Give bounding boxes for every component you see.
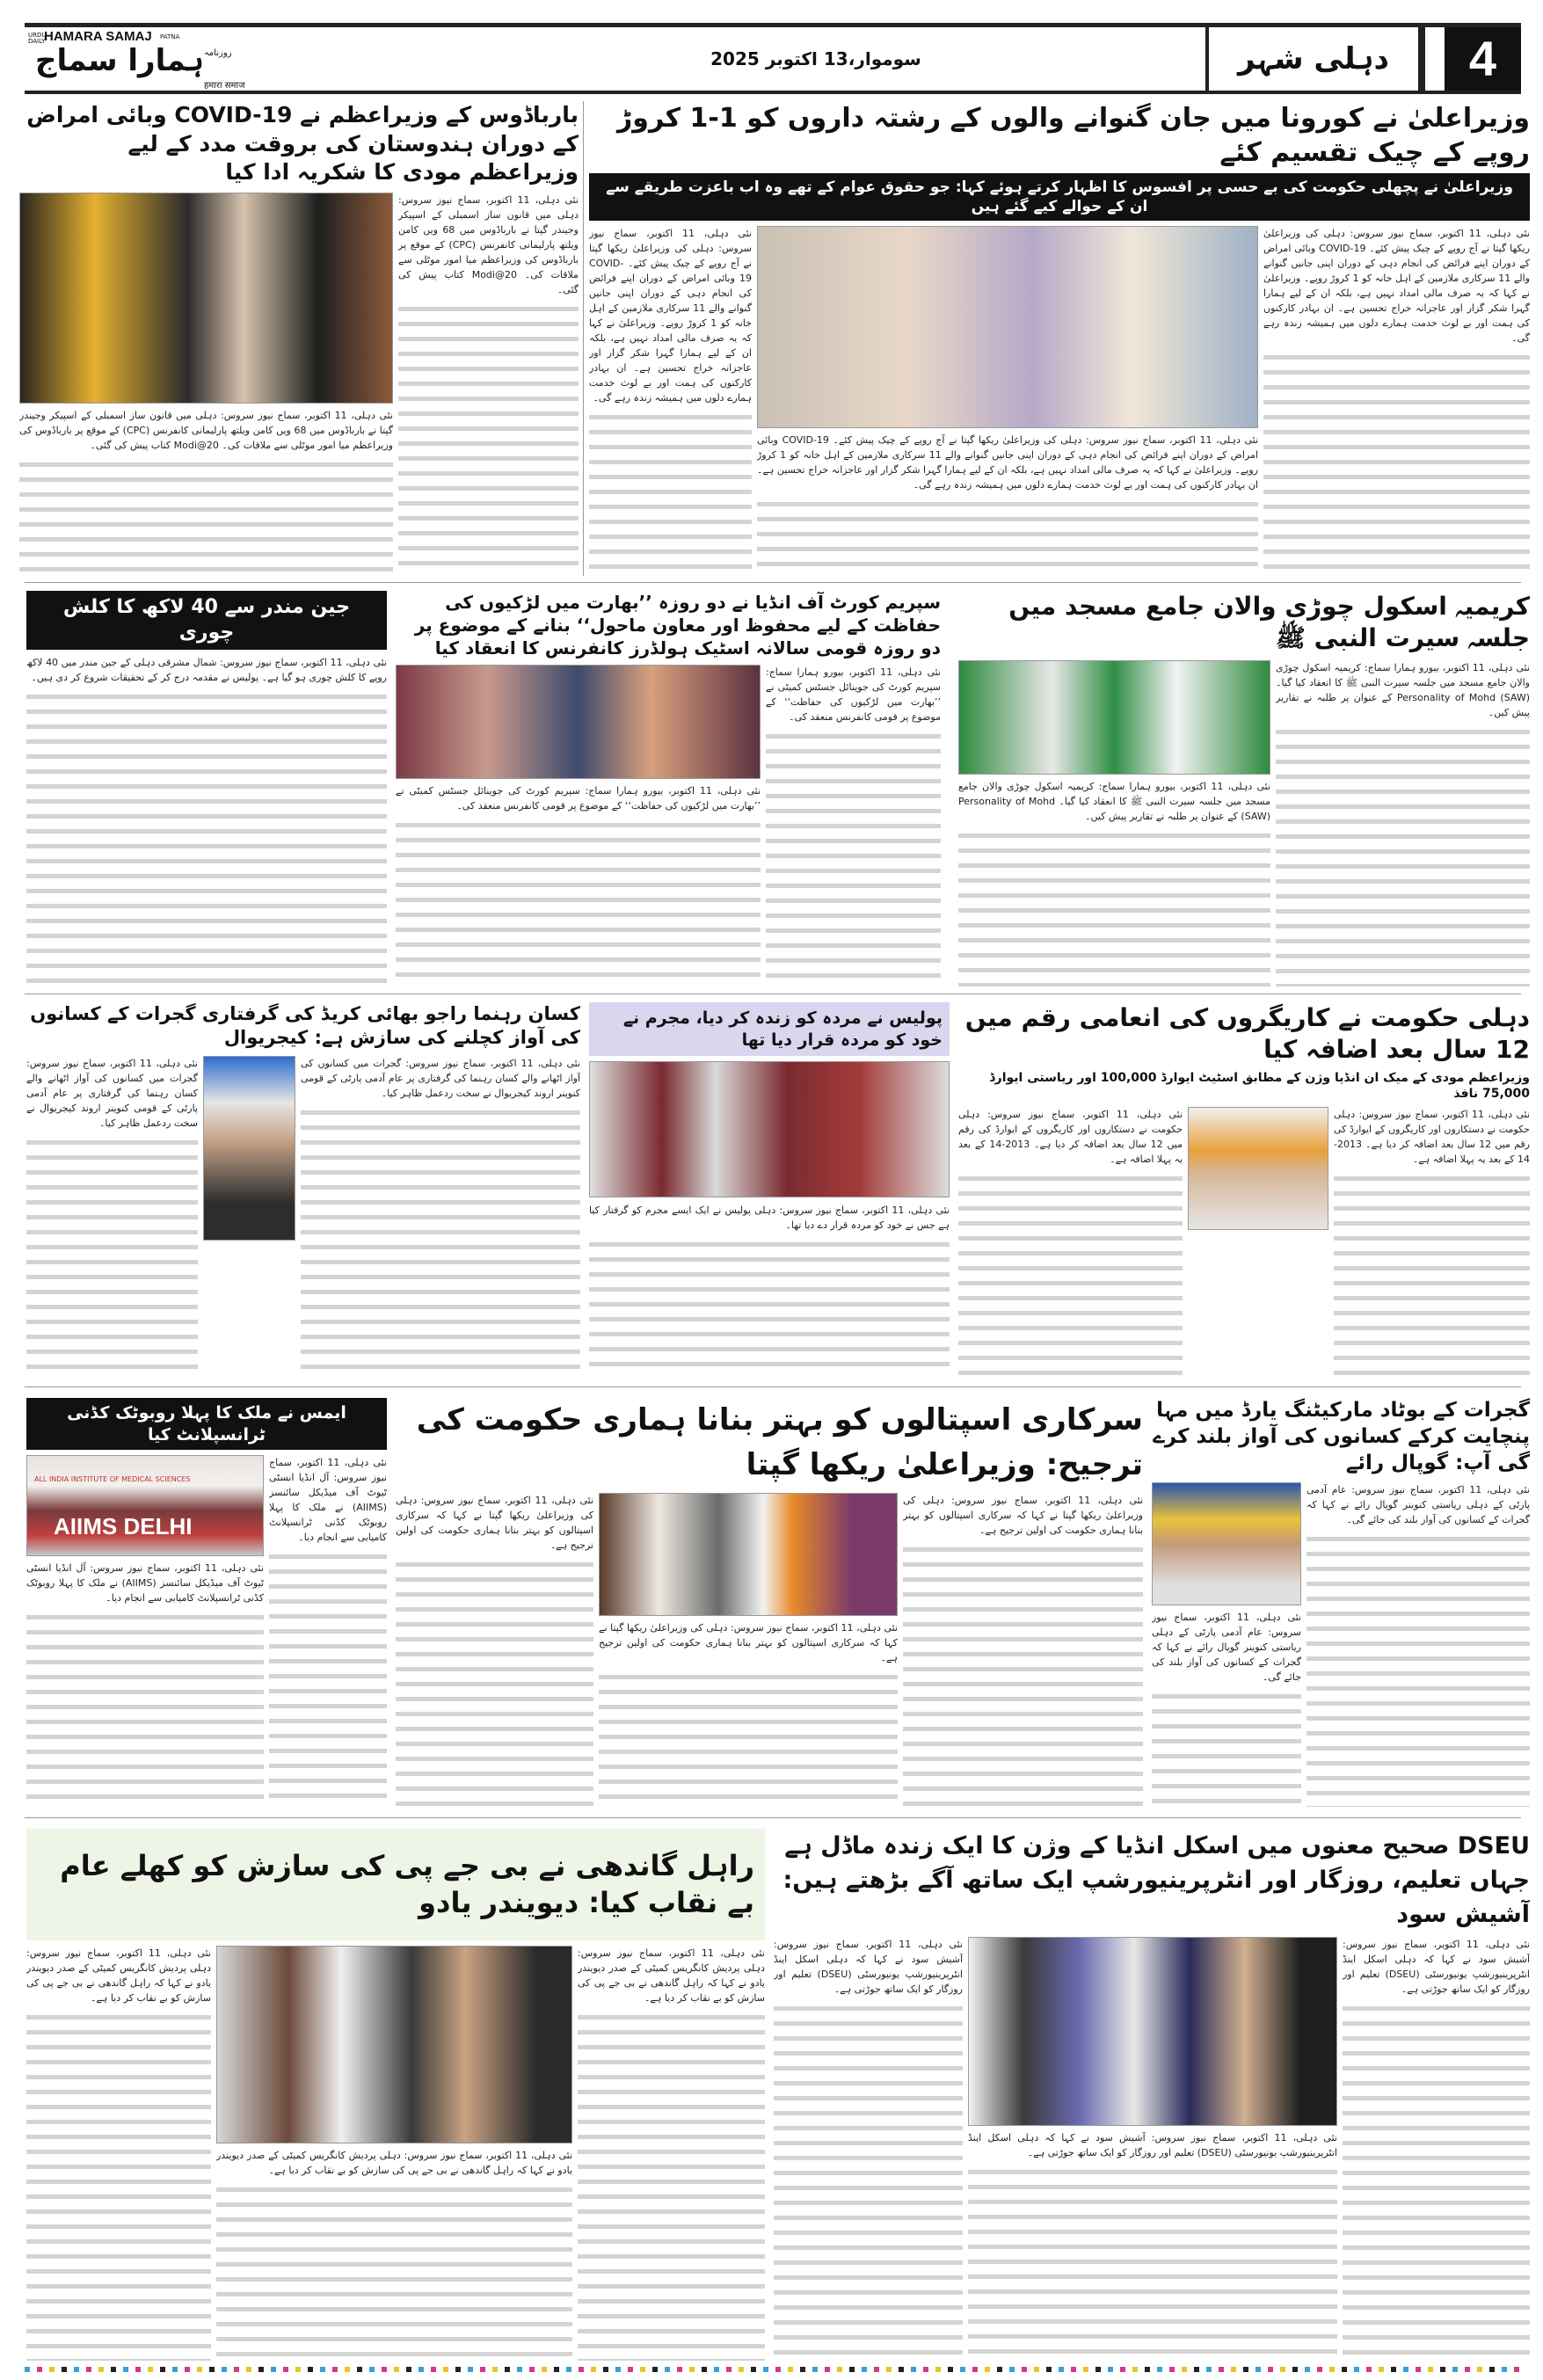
headline: بارباڈوس کے وزیراعظم نے COVID-19 وبائی امراض کے دوران ہندوستان کی بروقت مدد کے لیے وزیراعظم مودی کا شکریہ ادا کیا <box>26 102 579 185</box>
subheadline: وزیراعلیٰ نے پچھلی حکومت کی بے حسی پر افسوس کا اظہار کرتے ہوئے کہا: جو حقوق عوام کے تھے وہ اب باعزت طریقے سے ان کے حوالے کیے گئے ہیں <box>589 173 1530 221</box>
article-body: نئی دہلی، 11 اکتوبر، سماج نیوز سروس: آشیش سود نے کہا کہ دہلی اسکل اینڈ انٹرپرینیورشپ یونیورسٹی (DSEU) تعلیم اور روزگار کو ایک ساتھ جوڑتی ہے۔ <box>774 1937 963 2361</box>
article-body: نئی دہلی، 11 اکتوبر، بیورو ہمارا سماج: کریمیہ اسکول چوڑی والان جامع مسجد میں جلسہ سیرت النبی ﷺ کا انعقاد کیا گیا۔ Personality of Mohd (SAW) کے عنوان پر طلبہ نے تقاریر پیش کیں۔ <box>958 779 1270 986</box>
issue-date: سوموار،13 اکتوبر 2025 <box>710 48 921 69</box>
article-body: نئی دہلی، 11 اکتوبر، سماج نیوز سروس: دہلی میں قانون ساز اسمبلی کے اسپیکر وجیندر گپتا نے بارباڈوس میں 68 ویں کامن ویلتھ پارلیمانی کانفرنس (CPC) کے موقع پر بارباڈوس کی وزیراعظم میا امور موٹلی سے ملاقات کی۔ Modi@20 کتاب پیش کی گئی۔ <box>398 193 579 577</box>
headline: DSEU صحیح معنوں میں اسکل انڈیا کے وژن کا ایک زندہ ماڈل ہے جہاں تعلیم، روزگار اور انٹرپرینیورشپ ایک ساتھ آگے بڑھتے ہیں: آشیش سود <box>782 1832 1530 1929</box>
headline: پولیس نے مردہ کو زندہ کر دیا، مجرم نے خود کو مردہ قرار دیا تھا <box>589 1002 950 1056</box>
subheadline: وزیراعظم مودی کے میک ان انڈیا وژن کے مطابق اسٹیٹ ایوارڈ 100,000 اور ریاستی ایوارڈ 75,000 نافذ <box>989 1070 1530 1101</box>
article-dseu <box>774 1829 1530 2361</box>
logo <box>28 29 274 92</box>
photo-dseu-mou <box>968 1937 1337 2126</box>
article-jain-temple <box>26 591 387 986</box>
article-body: نئی دہلی، 11 اکتوبر، سماج نیوز سروس: آشیش سود نے کہا کہ دہلی اسکل اینڈ انٹرپرینیورشپ یونیورسٹی (DSEU) تعلیم اور روزگار کو ایک ساتھ جوڑتی ہے۔ <box>968 2130 1337 2361</box>
article-body: نئی دہلی، 11 اکتوبر، بیورو ہمارا سماج: کریمیہ اسکول چوڑی والان جامع مسجد میں جلسہ سیرت النبی ﷺ کا انعقاد کیا گیا۔ Personality of Mohd (SAW) کے عنوان پر طلبہ نے تقاریر پیش کیں۔ <box>1276 660 1530 986</box>
article-body: نئی دہلی، 11 اکتوبر، سماج نیوز سروس: عام آدمی پارٹی کے دہلی ریاستی کنوینر گوپال رائے نے کہا کہ گجرات کے کسانوں کی آواز بلند کی جائے گی۔ <box>1152 1610 1301 1807</box>
article-body: نئی دہلی، 11 اکتوبر، سماج نیوز سروس: عام آدمی پارٹی کے دہلی ریاستی کنوینر گوپال رائے نے کہا کہ گجرات کے کسانوں کی آواز بلند کی جائے گی۔ <box>1306 1482 1530 1807</box>
headline: گجرات کے بوٹاد مارکیٹنگ یارڈ میں مہا پنچایت کرکے کسانوں کی آواز بلند کرے گی آپ: گوپال رائے <box>1153 1399 1530 1474</box>
headline: سپریم کورٹ آف انڈیا نے دو روزہ ’’بھارت میں لڑکیوں کی حفاظت کے لیے محفوظ اور معاون ماحول‘‘ بنانے کے موضوع پر دو روزہ قومی سالانہ اسٹیک ہولڈرز کانفرنس کا انعقاد کیا <box>414 592 941 659</box>
photo-rahul-gandhi-event <box>216 1946 572 2143</box>
article-body: نئی دہلی، 11 اکتوبر، سماج نیوز سروس: آل انڈیا انسٹی ٹیوٹ آف میڈیکل سائنسز (AIIMS) نے ملک کا پہلا روبوٹک کڈنی ٹرانسپلانٹ کامیابی سے انجام دیا۔ <box>26 1561 264 1807</box>
article-body: نئی دہلی، 11 اکتوبر، سماج نیوز سروس: دہلی کی وزیراعلیٰ ریکھا گپتا نے کہا کہ سرکاری اسپتالوں کو بہتر بنانا ہماری حکومت کی اولین ترجیح ہے۔ <box>396 1493 593 1807</box>
photo-minister <box>1188 1107 1328 1230</box>
headline: سرکاری اسپتالوں کو بہتر بنانا ہماری حکومت کی ترجیح: وزیراعلیٰ ریکھا گپتا <box>416 1402 1143 1482</box>
article-body: نئی دہلی، 11 اکتوبر، سماج نیوز سروس: دہلی پولیس نے ایک ایسے مجرم کو گرفتار کیا ہے جس نے خود کو مردہ قرار دے دیا تھا۔ <box>589 1203 950 1376</box>
photo-gopal-rai <box>1152 1482 1301 1605</box>
article-aiims <box>26 1398 387 1807</box>
article-body: نئی دہلی، 11 اکتوبر، سماج نیوز سروس: دہلی حکومت نے دستکاروں اور کاریگروں کے ایوارڈ کی رقم میں 12 سال بعد اضافہ کر دیا ہے۔ 2013-14 کے بعد یہ پہلا اضافہ ہے۔ <box>1334 1107 1530 1376</box>
headline: راہل گاندھی نے بی جے پی کی سازش کو کھلے عام بے نقاب کیا: دیویندر یادو <box>26 1829 765 1940</box>
article-body: نئی دہلی، 11 اکتوبر، سماج نیوز سروس: دہلی کی وزیراعلیٰ ریکھا گپتا نے کہا کہ سرکاری اسپتالوں کو بہتر بنانا ہماری حکومت کی اولین ترجیح ہے۔ <box>903 1493 1143 1807</box>
article-body: نئی دہلی، 11 اکتوبر، بیورو ہمارا سماج: سپریم کورٹ کی جوینائل جسٹس کمیٹی نے ’’بھارت میں لڑکیوں کی حفاظت‘‘ کے موضوع پر قومی کانفرنس منعقد کی۔ <box>766 665 941 986</box>
article-body: نئی دہلی، 11 اکتوبر، سماج نیوز سروس: گجرات میں کسانوں کی آواز اٹھانے والے کسان رہنما کی گرفتاری پر عام آدمی پارٹی کے قومی کنوینر اروند کیجریوال نے سخت ردعمل ظاہر کیا۔ <box>26 1056 198 1376</box>
article-body: نئی دہلی، 11 اکتوبر، سماج نیوز سروس: دہلی کی وزیراعلیٰ ریکھا گپتا نے آج روپے کے چیک پیش کئے۔ COVID-19 وبائی امراض کے دوران اپنے فرائض کی انجام دہی کے دوران اپنی جانیں گنوانے والے 11 سرکاری ملازمین کے اہل خانہ کو 1 کروڑ روپے۔ وزیراعلیٰ نے کہا کہ یہ صرف مالی امداد نہیں ہے، بلکہ ان کے لیے ہمارا گہرا شکر گزار اور عاجزانہ خراج تحسین ہے۔ ان بہادر کارکنوں کی ہمت اور بے لوث خدمت ہمارے دلوں میں ہمیشہ زندہ رہے گی۔ <box>757 433 1258 576</box>
article-body: نئی دہلی، 11 اکتوبر، سماج نیوز سروس: دہلی پردیش کانگریس کمیٹی کے صدر دیویندر یادو نے کہا کہ راہل گاندھی نے بی جے پی کی سازش کو بے نقاب کر دیا ہے۔ <box>216 2148 572 2361</box>
photo-conference <box>396 665 761 779</box>
article-body: نئی دہلی، 11 اکتوبر، سماج نیوز سروس: دہلی کی وزیراعلیٰ ریکھا گپتا نے کہا کہ سرکاری اسپتالوں کو بہتر بنانا ہماری حکومت کی اولین ترجیح ہے۔ <box>599 1620 898 1807</box>
logo-hindi: हमारा समाज <box>204 81 245 91</box>
article-police <box>589 1002 950 1376</box>
headline: ایمس نے ملک کا پہلا روبوٹک کڈنی ٹرانسپلانٹ کیا <box>26 1398 387 1450</box>
article-body: نئی دہلی، 11 اکتوبر، بیورو ہمارا سماج: سپریم کورٹ کی جوینائل جسٹس کمیٹی نے ’’بھارت میں لڑکیوں کی حفاظت‘‘ کے موضوع پر قومی کانفرنس منعقد کی۔ <box>396 783 761 986</box>
article-gopal-rai <box>1152 1398 1530 1807</box>
headline: کسان رہنما راجو بھائی کریڈ کی گرفتاری گجرات کے کسانوں کی آواز کچلنے کی سازش ہے: کیجریوال <box>30 1003 580 1049</box>
photo-caption: AIIMS DELHI <box>54 1513 193 1540</box>
article-kejriwal <box>26 1002 580 1376</box>
color-registration-strip <box>25 2367 1521 2372</box>
logo-urdu-small: روزنامہ <box>204 48 232 58</box>
logo-urdu: ہمارا سماج <box>35 43 205 78</box>
photo-aiims-building <box>26 1455 264 1556</box>
article-body: نئی دہلی، 11 اکتوبر، سماج نیوز سروس: شمال مشرقی دہلی کے جین مندر میں 40 لاکھ روپے کا کلش چوری ہو گیا ہے۔ پولیس نے مقدمہ درج کر کے تحقیقات شروع کر دی ہیں۔ <box>26 655 387 986</box>
article-body: نئی دہلی، 11 اکتوبر، سماج نیوز سروس: دہلی پردیش کانگریس کمیٹی کے صدر دیویندر یادو نے کہا کہ راہل گاندھی نے بی جے پی کی سازش کو بے نقاب کر دیا ہے۔ <box>26 1946 211 2361</box>
masthead <box>25 27 1521 94</box>
article-body: نئی دہلی، 11 اکتوبر، سماج نیوز سروس: دہلی پردیش کانگریس کمیٹی کے صدر دیویندر یادو نے کہا کہ راہل گاندھی نے بی جے پی کی سازش کو بے نقاب کر دیا ہے۔ <box>578 1946 765 2361</box>
article-body: نئی دہلی، 11 اکتوبر، سماج نیوز سروس: آل انڈیا انسٹی ٹیوٹ آف میڈیکل سائنسز (AIIMS) نے ملک کا پہلا روبوٹک کڈنی ٹرانسپلانٹ کامیابی سے انجام دیا۔ <box>269 1455 387 1807</box>
article-karimia-school <box>958 591 1530 986</box>
article-supreme-court <box>396 591 941 986</box>
photo-police-arrest <box>589 1061 950 1197</box>
photo-kejriwal <box>203 1056 295 1241</box>
article-body: نئی دہلی، 11 اکتوبر، سماج نیوز سروس: گجرات میں کسانوں کی آواز اٹھانے والے کسان رہنما کی گرفتاری پر عام آدمی پارٹی کے قومی کنوینر اروند کیجریوال نے سخت ردعمل ظاہر کیا۔ <box>301 1056 580 1376</box>
article-body: نئی دہلی، 11 اکتوبر، سماج نیوز سروس: دہلی کی وزیراعلیٰ ریکھا گپتا نے آج روپے کے چیک پیش کئے۔ COVID-19 وبائی امراض کے دوران اپنے فرائض کی انجام دہی کے دوران اپنی جانیں گنوانے والے 11 سرکاری ملازمین کے اہل خانہ کو 1 کروڑ روپے۔ وزیراعلیٰ نے کہا کہ یہ صرف مالی امداد نہیں ہے، بلکہ ان کے لیے ہمارا گہرا شکر گزار اور عاجزانہ خراج تحسین ہے۔ ان بہادر کارکنوں کی ہمت اور بے لوث خدمت ہمارے دلوں میں ہمیشہ زندہ رہے گی۔ <box>1263 226 1530 576</box>
headline: وزیراعلیٰ نے کورونا میں جان گنوانے والوں کے رشتہ داروں کو 1-1 کروڑ روپے کے چیک تقسیم کئے <box>617 103 1530 168</box>
article-covid-cheques <box>589 101 1530 576</box>
section-title: دہلی شہر <box>1205 27 1425 91</box>
headline: دہلی حکومت نے کاریگروں کی انعامی رقم میں 12 سال بعد اضافہ کیا <box>964 1003 1530 1065</box>
photo-barbados-meeting <box>19 193 393 404</box>
article-body: نئی دہلی، 11 اکتوبر، سماج نیوز سروس: دہلی میں قانون ساز اسمبلی کے اسپیکر وجیندر گپتا نے بارباڈوس میں 68 ویں کامن ویلتھ پارلیمانی کانفرنس (CPC) کے موقع پر بارباڈوس کی وزیراعظم میا امور موٹلی سے ملاقات کی۔ Modi@20 کتاب پیش کی گئی۔ <box>19 408 393 577</box>
logo-english: HAMARA SAMAJ <box>44 29 152 44</box>
article-hospitals <box>396 1398 1143 1807</box>
article-body: نئی دہلی، 11 اکتوبر، سماج نیوز سروس: آشیش سود نے کہا کہ دہلی اسکل اینڈ انٹرپرینیورشپ یونیورسٹی (DSEU) تعلیم اور روزگار کو ایک ساتھ جوڑتی ہے۔ <box>1343 1937 1530 2361</box>
photo-cheque-ceremony <box>757 226 1258 428</box>
article-barbados <box>19 101 579 576</box>
article-body: نئی دہلی، 11 اکتوبر، سماج نیوز سروس: دہلی کی وزیراعلیٰ ریکھا گپتا نے آج روپے کے چیک پیش کئے۔ COVID-19 وبائی امراض کے دوران اپنے فرائض کی انجام دہی کے دوران اپنی جانیں گنوانے والے 11 سرکاری ملازمین کے اہل خانہ کو 1 کروڑ روپے۔ وزیراعلیٰ نے کہا کہ یہ صرف مالی امداد نہیں ہے، بلکہ ان کے لیے ہمارا گہرا شکر گزار اور عاجزانہ خراج تحسین ہے۔ ان بہادر کارکنوں کی ہمت اور بے لوث خدمت ہمارے دلوں میں ہمیشہ زندہ رہے گی۔ <box>589 226 752 576</box>
photo-sign-text: ALL INDIA INSTITUTE OF MEDICAL SCIENCES <box>34 1475 191 1484</box>
photo-school-event <box>958 660 1270 775</box>
page-number: 4 <box>1445 27 1521 91</box>
headline: کریمیہ اسکول چوڑی والان جامع مسجد میں جلسہ سیرت النبی ﷺ <box>1008 592 1530 653</box>
article-body: نئی دہلی، 11 اکتوبر، سماج نیوز سروس: دہلی حکومت نے دستکاروں اور کاریگروں کے ایوارڈ کی رقم میں 12 سال بعد اضافہ کر دیا ہے۔ 2013-14 کے بعد یہ پہلا اضافہ ہے۔ <box>958 1107 1183 1376</box>
article-artisans <box>958 1002 1530 1376</box>
logo-side-text: PATNA <box>160 33 180 40</box>
headline: جین مندر سے 40 لاکھ کا کلش چوری <box>26 591 387 650</box>
article-rahul-gandhi <box>26 1829 765 2361</box>
logo-side-text: URDU DAILY <box>28 32 47 45</box>
photo-cm-meeting <box>599 1493 898 1616</box>
